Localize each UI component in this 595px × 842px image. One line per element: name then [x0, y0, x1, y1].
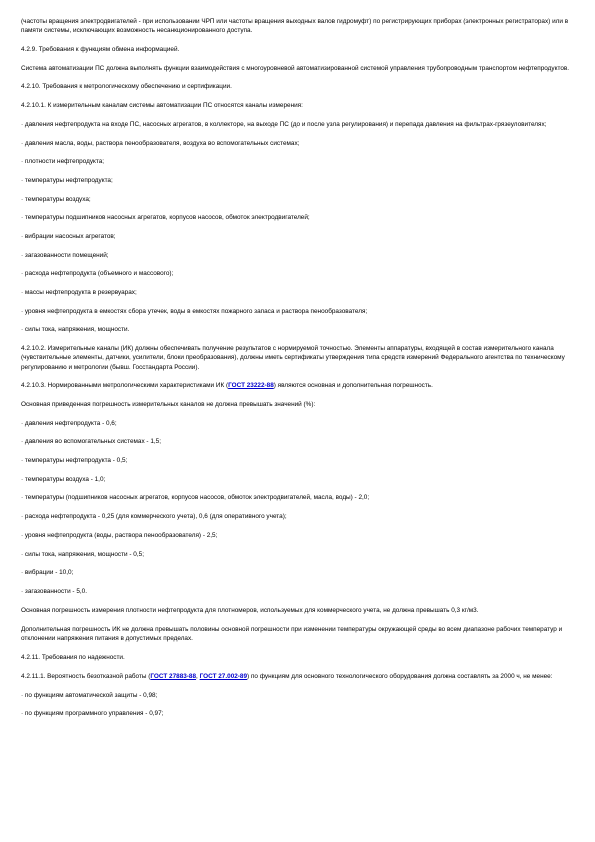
- paragraph: [21, 437, 576, 446]
- paragraph: [21, 691, 576, 700]
- paragraph-text: · температуры (подшипников насосных агрегатов, корпусов насосов, обмоток электродвигателей, масла, воды) - 2,0;: [21, 494, 370, 502]
- paragraph-text: · температуры нефтепродукта - 0,5;: [21, 457, 128, 465]
- paragraph-text: · расхода нефтепродукта - 0,25 (для коммерческого учета), 0,6 (для оперативного учета);: [21, 513, 287, 521]
- paragraph-text: Основная приведенная погрешность измерительных каналов не должна превышать значений (%):: [21, 401, 316, 409]
- paragraph-text: · загазованности помещений;: [21, 251, 109, 259]
- paragraph-text: 4.2.10.1. К измерительным каналам системы автоматизации ПС относятся каналы измерения:: [21, 101, 303, 109]
- paragraph-text: 4.2.10.3. Нормированными метрологическими характеристиками ИК (: [21, 382, 229, 390]
- paragraph-text: 4.2.11. Требования по надежности.: [21, 654, 125, 662]
- paragraph-text: · загазованности - 5,0.: [21, 588, 87, 596]
- paragraph: [21, 709, 576, 718]
- paragraph-text: (частоты вращения электродвигателей - при использовании ЧРП или частоты вращения выходных валов гидромуфт) по регистрирующих приборах (электронных регистраторах) или в памяти системы, исключающих возможность несанкционированного доступа.: [21, 18, 569, 35]
- paragraph: [21, 176, 576, 185]
- paragraph-text: 4.2.10.2. Измерительные каналы (ИК) должны обеспечивать получение результатов с нормируемой точностью. Элементы аппаратуры, входящей в состав измерительного канала (чувствительные элементы, датчики, усилители, блоки преобразования), должны иметь сертификаты утверждения типа средств измерений Федерального агентства по техническому регулированию и метрологии (бывш. Госстандарта России).: [21, 345, 565, 371]
- paragraph-text: 4.2.9. Требования к функциям обмена информацией.: [21, 45, 180, 53]
- paragraph: [21, 512, 576, 521]
- paragraph: [21, 139, 576, 148]
- paragraph-text: · уровня нефтепродукта (воды, раствора пенообразователя) - 2,5;: [21, 532, 218, 540]
- paragraph-text: · силы тока, напряжения, мощности.: [21, 326, 130, 334]
- paragraph: [21, 653, 576, 662]
- paragraph-text: · вибрации - 10,0;: [21, 569, 74, 577]
- paragraph: [21, 157, 576, 166]
- paragraph: [21, 672, 576, 681]
- paragraph-text: Система автоматизации ПС должна выполнять функции взаимодействия с многоуровневой автоматизированной системой управления трубопроводным транспортом нефтепродуктов.: [21, 64, 570, 72]
- paragraph-text: · по функциям программного управления - 0,97;: [21, 710, 164, 718]
- paragraph: [21, 17, 576, 36]
- paragraph: [21, 381, 576, 390]
- paragraph-text: · по функциям автоматической защиты - 0,98;: [21, 691, 158, 699]
- paragraph: [21, 493, 576, 502]
- paragraph-text: ) являются основная и дополнительная погрешность.: [273, 382, 433, 390]
- paragraph: [21, 288, 576, 297]
- paragraph: [21, 101, 576, 110]
- paragraph-text: · температуры воздуха - 1,0;: [21, 475, 106, 483]
- paragraph-text: · массы нефтепродукта в резервуарах;: [21, 289, 137, 297]
- gost-link[interactable]: ГОСТ 23222-88: [228, 382, 274, 390]
- paragraph-text: · температуры воздуха;: [21, 195, 91, 203]
- paragraph-text: · вибрации насосных агрегатов;: [21, 233, 116, 241]
- paragraph: [21, 307, 576, 316]
- paragraph: [21, 82, 576, 91]
- paragraph-text: ,: [196, 672, 200, 680]
- gost-link[interactable]: ГОСТ 27.002-89: [199, 672, 248, 680]
- paragraph-text: · давления нефтепродукта - 0,6;: [21, 419, 117, 427]
- paragraph: [21, 550, 576, 559]
- paragraph-text: · давления нефтепродукта на входе ПС, насосных агрегатов, в коллекторе, на выходе ПС (до и после узла регулирования) и перепада давления на фильтрах-грязеуловителях;: [21, 120, 547, 128]
- paragraph-text: · температуры нефтепродукта;: [21, 177, 113, 185]
- paragraph-text: · уровня нефтепродукта в емкостях сбора утечек, воды в емкостях пожарного запаса и раствора пенообразователя;: [21, 307, 368, 315]
- paragraph: [21, 625, 576, 644]
- paragraph-text: ) по функциям для основного технологического оборудования должна составлять за 2000 ч, не менее:: [247, 672, 553, 680]
- paragraph: [21, 195, 576, 204]
- paragraph-text: Дополнительная погрешность ИК не должна превышать половины основной погрешности при изменении температуры окружающей среды во всем диапазоне рабочих температур и отклонении напряжения питания в допустимых пределах.: [21, 625, 563, 643]
- paragraph: [21, 232, 576, 241]
- paragraph-text: · температуры подшипников насосных агрегатов, корпусов насосов, обмоток электродвигателей;: [21, 214, 310, 222]
- paragraph: [21, 213, 576, 222]
- paragraph-text: · плотности нефтепродукта;: [21, 158, 105, 166]
- paragraph: [21, 344, 576, 372]
- paragraph: [21, 45, 576, 54]
- paragraph: [21, 64, 576, 73]
- paragraph: [21, 606, 576, 615]
- paragraph: [21, 456, 576, 465]
- paragraph-text: 4.2.11.1. Вероятность безотказной работы (: [21, 672, 151, 680]
- paragraph: [21, 251, 576, 260]
- paragraph: [21, 120, 576, 129]
- paragraph-text: · давления масла, воды, раствора пенообразователя, воздуха во вспомогательных системах;: [21, 139, 300, 147]
- paragraph: [21, 531, 576, 540]
- paragraph-text: 4.2.10. Требования к метрологическому обеспечению и сертификации.: [21, 83, 232, 91]
- paragraph-text: Основная погрешность измерения плотности нефтепродукта для плотномеров, используемых для коммерческого учета, не должна превышать 0,3 кг/м3.: [21, 606, 479, 614]
- paragraph: [21, 475, 576, 484]
- document-body: [21, 17, 576, 728]
- paragraph: [21, 568, 576, 577]
- paragraph: [21, 325, 576, 334]
- paragraph-text: · расхода нефтепродукта (объемного и массового);: [21, 270, 174, 278]
- paragraph-text: · давления во вспомогательных системах - 1,5;: [21, 438, 161, 446]
- gost-link[interactable]: ГОСТ 27883-88: [150, 672, 197, 680]
- paragraph: [21, 587, 576, 596]
- paragraph: [21, 419, 576, 428]
- paragraph: [21, 269, 576, 278]
- paragraph: [21, 400, 576, 409]
- paragraph-text: · силы тока, напряжения, мощности - 0,5;: [21, 550, 144, 558]
